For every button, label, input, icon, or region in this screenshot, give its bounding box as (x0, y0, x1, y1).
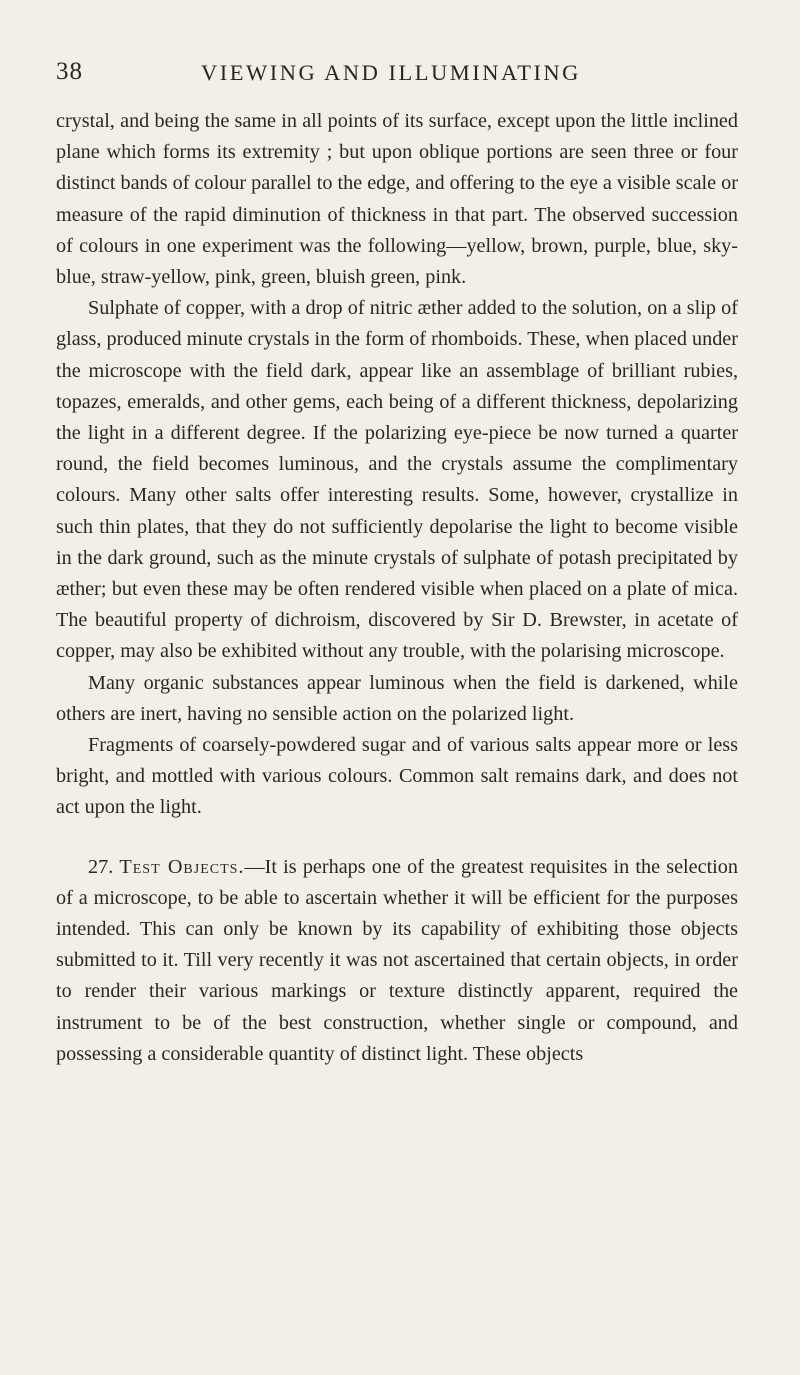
body-text (56, 106, 738, 1070)
section-test-objects (56, 852, 738, 1070)
page-number: 38 (56, 58, 83, 85)
paragraph-continued: crystal, and being the same in all points of its surface, except upon the little inclined plane which forms its extremity ; but upon oblique portions are seen three or four distinct bands of colour parallel to the edge, and offering to the eye a visible scale or measure of the rapid diminution of thickness in that part. The observed succession of colours in one experiment was the following—yellow, brown, purple, blue, sky-blue, straw-yellow, pink, green, bluish green, pink. (56, 110, 738, 289)
paragraph-fragments-of-sugar: Fragments of coarsely-powdered sugar and of various salts appear more or less bright, and mottled with various colours. Common salt remains dark, and does not act upon the light. (56, 734, 738, 819)
section-number: 27. (88, 855, 114, 878)
paragraph-sulphate-of-copper: Sulphate of copper, with a drop of nitric æther added to the solution, on a slip of glass, produced minute crystals in the form of rhomboids. These, when placed under the microscope with the field dark, appear like an assemblage of brilliant rubies, topazes, emeralds, and other gems, each being of a different thickness, depolarizing the light in a different degree. If the polarizing eye-piece be now turned a quarter round, the field becomes luminous, and the crystals assume the complimentary colours. Many other salts offer interesting results. Some, however, crystallize in such thin plates, that they do not sufficiently depolarise the light to become visible in the dark ground, such as the minute crystals of sulphate of potash precipitated by æther; but even these may be often rendered visible when placed on a plate of mica. The beautiful property of dichroism, discovered by Sir D. Brewster, in acetate of copper, may also be exhibited without any trouble, with the polarising microscope. (56, 297, 738, 663)
section-body: —It is perhaps one of the greatest requisites in the selection of a microscope, to be able to ascertain whether it will be efficient for the purposes intended. This can only be known by its capability of exhibiting those objects submitted to it. Till very recently it was not ascertained that certain objects, in order to render their various markings or texture distinctly apparent, required the instrument to be of the best construction, whether single or compound, and possessing a considerable quantity of distinct light. These objects (56, 855, 738, 1065)
running-head (56, 58, 738, 98)
paragraph-organic-substances: Many organic substances appear luminous when the field is darkened, while others are inert, having no sensible action on the polarized light. (56, 671, 738, 725)
section-title: Test Objects. (119, 855, 245, 878)
header-title: VIEWING AND ILLUMINATING (201, 60, 581, 85)
